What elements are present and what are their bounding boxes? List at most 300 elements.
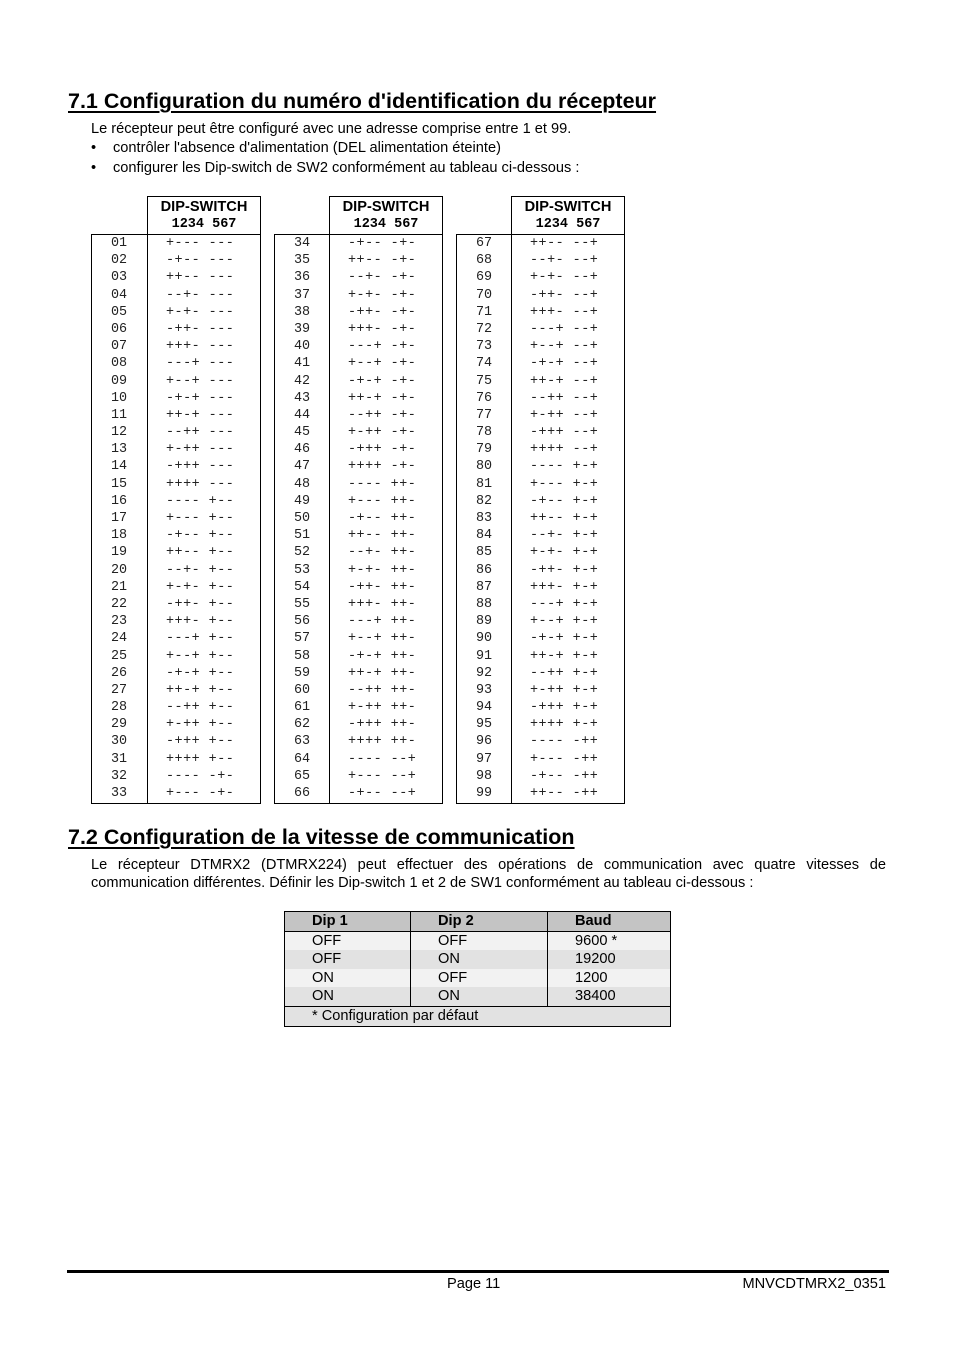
switch-pattern: +--- ++-	[348, 493, 417, 509]
table-row	[275, 699, 442, 716]
table-row	[285, 931, 671, 950]
intro-paragraph: Le récepteur peut être configuré avec une adresse comprise entre 1 et 99.	[91, 121, 572, 137]
table-cell: OFF	[411, 969, 548, 988]
table-row	[92, 235, 260, 252]
switch-pattern: +++- ++-	[348, 596, 417, 612]
switch-pattern: +-++ +-+	[530, 682, 599, 698]
table-row	[457, 235, 624, 252]
table-row	[92, 493, 260, 510]
table-row	[92, 424, 260, 441]
switch-pattern: +++- +--	[166, 614, 235, 630]
dip-table-body	[274, 234, 443, 804]
switch-pattern: +--- -+-	[166, 786, 235, 801]
table-row	[92, 373, 260, 390]
table-row	[92, 338, 260, 355]
table-row	[92, 527, 260, 544]
address-number: 13	[111, 442, 128, 458]
dip-header-columns: 1234 567	[171, 217, 237, 232]
table-cell: ON	[285, 969, 411, 988]
table-row	[457, 476, 624, 493]
address-number: 09	[111, 373, 128, 389]
address-number: 26	[111, 665, 128, 681]
address-number: 15	[111, 476, 128, 492]
dip-header-title: DIP-SWITCH	[342, 199, 430, 215]
address-number: 02	[111, 253, 128, 269]
address-number: 48	[294, 476, 311, 492]
table-row	[457, 785, 624, 802]
address-number: 34	[294, 236, 311, 251]
address-number: 81	[476, 476, 493, 492]
switch-pattern: ---+ --+	[530, 321, 599, 337]
address-number: 28	[111, 700, 128, 716]
address-number: 43	[294, 390, 311, 406]
switch-pattern: ++++ -+-	[348, 459, 417, 475]
table-row	[275, 527, 442, 544]
table-row	[457, 716, 624, 733]
table-row	[275, 287, 442, 304]
address-number: 32	[111, 768, 128, 784]
address-number: 61	[294, 700, 311, 716]
table-row	[457, 768, 624, 785]
address-number: 45	[294, 425, 311, 441]
switch-pattern: +-+- -+-	[348, 287, 417, 303]
address-number: 83	[476, 511, 493, 526]
table-row	[92, 596, 260, 613]
table-row	[457, 373, 624, 390]
address-number: 10	[111, 390, 128, 406]
table-row	[285, 987, 671, 1006]
table-row	[285, 950, 671, 969]
table-row	[275, 562, 442, 579]
switch-pattern: -+-+ +-+	[530, 631, 599, 647]
address-number: 04	[111, 287, 128, 303]
table-row	[457, 733, 624, 750]
table-row	[92, 751, 260, 768]
switch-pattern: +++- --+	[530, 304, 599, 320]
table-row	[92, 665, 260, 682]
address-number: 42	[294, 373, 311, 389]
dip-header-columns: 1234 567	[353, 217, 419, 232]
switch-pattern: ++-+ -+-	[348, 390, 417, 406]
table-row	[275, 630, 442, 647]
address-number: 05	[111, 304, 128, 320]
address-number: 06	[111, 321, 128, 337]
header-dip1: Dip 1	[285, 912, 411, 932]
switch-pattern: -++- --+	[530, 287, 599, 303]
table-cell: OFF	[285, 931, 411, 950]
switch-pattern: --++ ---	[166, 425, 235, 441]
table-row	[275, 390, 442, 407]
table-row	[275, 304, 442, 321]
table-row	[92, 785, 260, 802]
table-row	[92, 579, 260, 596]
table-row	[92, 544, 260, 561]
table-row	[275, 785, 442, 802]
table-footnote-row	[285, 1006, 671, 1026]
table-row	[457, 252, 624, 269]
switch-pattern: ---+ ---	[166, 356, 235, 372]
table-row	[275, 355, 442, 372]
address-number: 36	[294, 270, 311, 286]
table-cell: 19200	[548, 950, 671, 969]
address-number: 08	[111, 356, 128, 372]
switch-pattern: -++- +-+	[530, 562, 599, 578]
switch-pattern: --++ --+	[530, 390, 599, 406]
table-row	[92, 510, 260, 527]
table-cell: 38400	[548, 987, 671, 1006]
switch-pattern: ++-- +--	[166, 545, 235, 561]
table-row	[457, 407, 624, 424]
address-number: 65	[294, 768, 311, 784]
switch-pattern: -+-+ +--	[166, 665, 235, 681]
switch-pattern: +++- +-+	[530, 579, 599, 595]
table-row	[457, 355, 624, 372]
address-number: 33	[111, 786, 128, 801]
switch-pattern: --+- --+	[530, 253, 599, 269]
switch-pattern: -+-- -+-	[348, 236, 417, 251]
address-number: 98	[476, 768, 493, 784]
table-header-row	[285, 912, 671, 932]
table-row	[275, 458, 442, 475]
table-row	[275, 252, 442, 269]
instruction-list	[91, 139, 579, 178]
switch-pattern: +--+ --+	[530, 339, 599, 355]
switch-pattern: -++- ++-	[348, 579, 417, 595]
baud-table	[284, 911, 671, 1027]
address-number: 41	[294, 356, 311, 372]
address-number: 57	[294, 631, 311, 647]
table-row	[275, 510, 442, 527]
switch-pattern: ---+ +-+	[530, 596, 599, 612]
address-number: 86	[476, 562, 493, 578]
table-cell: ON	[411, 987, 548, 1006]
switch-pattern: -+++ ++-	[348, 717, 417, 733]
switch-pattern: ++-- ---	[166, 270, 235, 286]
switch-pattern: +-++ --+	[530, 407, 599, 423]
switch-pattern: -+-- ---	[166, 253, 235, 269]
address-number: 31	[111, 751, 128, 767]
address-number: 18	[111, 528, 128, 544]
table-row	[275, 493, 442, 510]
address-number: 92	[476, 665, 493, 681]
switch-pattern: --+- -+-	[348, 270, 417, 286]
table-row	[92, 321, 260, 338]
switch-pattern: ---+ -+-	[348, 339, 417, 355]
address-number: 62	[294, 717, 311, 733]
address-number: 39	[294, 321, 311, 337]
address-number: 71	[476, 304, 493, 320]
table-row	[92, 562, 260, 579]
switch-pattern: +--+ +--	[166, 648, 235, 664]
switch-pattern: ++-+ +-+	[530, 648, 599, 664]
switch-pattern: ++++ ++-	[348, 734, 417, 750]
table-row	[275, 596, 442, 613]
table-row	[92, 648, 260, 665]
address-number: 59	[294, 665, 311, 681]
switch-pattern: -+-- -++	[530, 768, 599, 784]
address-number: 46	[294, 442, 311, 458]
switch-pattern: +--+ -+-	[348, 356, 417, 372]
switch-pattern: +-++ ---	[166, 442, 235, 458]
address-number: 07	[111, 339, 128, 355]
table-row	[457, 304, 624, 321]
table-row	[457, 338, 624, 355]
address-number: 64	[294, 751, 311, 767]
address-number: 27	[111, 682, 128, 698]
table-row	[457, 579, 624, 596]
table-row	[457, 424, 624, 441]
switch-pattern: +--+ ---	[166, 373, 235, 389]
table-row	[92, 355, 260, 372]
table-row	[275, 733, 442, 750]
switch-pattern: ---- -+-	[166, 768, 235, 784]
table-row	[92, 476, 260, 493]
switch-pattern: +--- ---	[166, 236, 235, 251]
default-config-note: * Configuration par défaut	[285, 1006, 671, 1026]
switch-pattern: -+-- ++-	[348, 511, 417, 526]
table-row	[275, 751, 442, 768]
address-number: 60	[294, 682, 311, 698]
address-number: 70	[476, 287, 493, 303]
switch-pattern: +--- -++	[530, 751, 599, 767]
table-row	[457, 269, 624, 286]
address-number: 40	[294, 339, 311, 355]
dip-table-header	[147, 196, 261, 234]
table-row	[457, 510, 624, 527]
switch-pattern: ++-+ --+	[530, 373, 599, 389]
address-number: 47	[294, 459, 311, 475]
switch-pattern: --+- ++-	[348, 545, 417, 561]
list-item: • configurer les Dip-switch de SW2 conformément au tableau ci-dessous :	[91, 159, 579, 179]
address-number: 37	[294, 287, 311, 303]
switch-pattern: -+-- --+	[348, 786, 417, 801]
table-row	[92, 269, 260, 286]
header-baud: Baud	[548, 912, 671, 932]
table-row	[457, 699, 624, 716]
switch-pattern: -+-+ ++-	[348, 648, 417, 664]
switch-pattern: --+- +--	[166, 562, 235, 578]
switch-pattern: ++++ ---	[166, 476, 235, 492]
address-number: 23	[111, 614, 128, 630]
address-number: 19	[111, 545, 128, 561]
switch-pattern: +++- -+-	[348, 321, 417, 337]
address-number: 93	[476, 682, 493, 698]
switch-pattern: --++ +--	[166, 700, 235, 716]
switch-pattern: ++-- ++-	[348, 528, 417, 544]
table-row	[457, 751, 624, 768]
address-number: 51	[294, 528, 311, 544]
table-cell: ON	[285, 987, 411, 1006]
table-row	[92, 287, 260, 304]
switch-pattern: +-+- ++-	[348, 562, 417, 578]
dip-header-title: DIP-SWITCH	[160, 199, 248, 215]
address-number: 21	[111, 579, 128, 595]
switch-pattern: -++- ---	[166, 321, 235, 337]
dip-table-header	[511, 196, 625, 234]
address-number: 56	[294, 614, 311, 630]
address-number: 63	[294, 734, 311, 750]
address-number: 24	[111, 631, 128, 647]
address-number: 68	[476, 253, 493, 269]
switch-pattern: +-++ ++-	[348, 700, 417, 716]
table-row	[275, 338, 442, 355]
switch-pattern: -+++ +-+	[530, 700, 599, 716]
table-row	[92, 441, 260, 458]
address-number: 14	[111, 459, 128, 475]
address-number: 74	[476, 356, 493, 372]
switch-pattern: +-++ +--	[166, 717, 235, 733]
switch-pattern: +-+- --+	[530, 270, 599, 286]
table-row	[457, 648, 624, 665]
switch-pattern: ---+ ++-	[348, 614, 417, 630]
table-row	[457, 682, 624, 699]
switch-pattern: ++-- +-+	[530, 511, 599, 526]
switch-pattern: -+++ +--	[166, 734, 235, 750]
table-cell: OFF	[285, 950, 411, 969]
switch-pattern: --++ -+-	[348, 407, 417, 423]
address-number: 38	[294, 304, 311, 320]
switch-pattern: --+- +-+	[530, 528, 599, 544]
table-row	[92, 252, 260, 269]
table-row	[457, 613, 624, 630]
address-number: 20	[111, 562, 128, 578]
switch-pattern: -+++ --+	[530, 425, 599, 441]
table-row	[92, 458, 260, 475]
table-row	[457, 441, 624, 458]
table-row	[457, 596, 624, 613]
table-row	[457, 562, 624, 579]
address-number: 73	[476, 339, 493, 355]
switch-pattern: ++-+ ---	[166, 407, 235, 423]
table-row	[92, 407, 260, 424]
switch-pattern: +--+ ++-	[348, 631, 417, 647]
switch-pattern: ---- ++-	[348, 476, 417, 492]
table-row	[275, 613, 442, 630]
address-number: 99	[476, 786, 493, 801]
switch-pattern: -+-+ ---	[166, 390, 235, 406]
address-number: 12	[111, 425, 128, 441]
baud-paragraph: Le récepteur DTMRX2 (DTMRX224) peut effectuer des opérations de communication avec quatre vitesses de communication différentes. Définir les Dip-switch 1 et 2 de SW1 conformément au tableau ci-dessous :	[91, 857, 886, 891]
address-number: 75	[476, 373, 493, 389]
table-row	[275, 476, 442, 493]
switch-pattern: ++-+ ++-	[348, 665, 417, 681]
switch-pattern: --+- ---	[166, 287, 235, 303]
switch-pattern: -+++ ---	[166, 459, 235, 475]
table-row	[275, 716, 442, 733]
address-number: 30	[111, 734, 128, 750]
table-row	[457, 287, 624, 304]
address-number: 29	[111, 717, 128, 733]
table-row	[92, 716, 260, 733]
table-row	[275, 579, 442, 596]
table-row	[275, 235, 442, 252]
switch-pattern: +-+- +--	[166, 579, 235, 595]
table-row	[92, 390, 260, 407]
switch-pattern: +++- ---	[166, 339, 235, 355]
switch-pattern: ++-- -+-	[348, 253, 417, 269]
table-row	[457, 493, 624, 510]
address-number: 82	[476, 493, 493, 509]
address-number: 80	[476, 459, 493, 475]
table-cell: 1200	[548, 969, 671, 988]
address-number: 11	[111, 407, 128, 423]
address-number: 53	[294, 562, 311, 578]
switch-pattern: ++-- --+	[530, 236, 599, 251]
address-number: 77	[476, 407, 493, 423]
switch-pattern: +--- --+	[348, 768, 417, 784]
address-number: 25	[111, 648, 128, 664]
table-row	[275, 424, 442, 441]
address-number: 52	[294, 545, 311, 561]
switch-pattern: -++- +--	[166, 596, 235, 612]
switch-pattern: ++++ +-+	[530, 717, 599, 733]
address-number: 78	[476, 425, 493, 441]
table-cell: 9600 *	[548, 931, 671, 950]
switch-pattern: -+-- +-+	[530, 493, 599, 509]
address-number: 22	[111, 596, 128, 612]
table-row	[457, 665, 624, 682]
switch-pattern: +--- +--	[166, 511, 235, 526]
table-cell: ON	[411, 950, 548, 969]
switch-pattern: -+-- +--	[166, 528, 235, 544]
switch-pattern: +-++ -+-	[348, 425, 417, 441]
address-number: 35	[294, 253, 311, 269]
table-row	[92, 733, 260, 750]
address-number: 97	[476, 751, 493, 767]
section-heading-7-2: 7.2 Configuration de la vitesse de communication	[68, 825, 575, 849]
switch-pattern: -+-+ --+	[530, 356, 599, 372]
table-row	[275, 768, 442, 785]
switch-pattern: ---- +-+	[530, 459, 599, 475]
address-number: 87	[476, 579, 493, 595]
address-number: 96	[476, 734, 493, 750]
table-row	[275, 269, 442, 286]
table-row	[275, 682, 442, 699]
switch-pattern: -++- -+-	[348, 304, 417, 320]
switch-pattern: ---- --+	[348, 751, 417, 767]
dip-header-title: DIP-SWITCH	[524, 199, 612, 215]
address-number: 91	[476, 648, 493, 664]
table-row	[275, 648, 442, 665]
table-row	[92, 699, 260, 716]
address-number: 54	[294, 579, 311, 595]
table-row	[92, 304, 260, 321]
switch-pattern: --++ +-+	[530, 665, 599, 681]
address-number: 84	[476, 528, 493, 544]
address-number: 44	[294, 407, 311, 423]
table-row	[457, 544, 624, 561]
switch-pattern: --++ ++-	[348, 682, 417, 698]
address-number: 16	[111, 493, 128, 509]
address-number: 89	[476, 614, 493, 630]
document-code: MNVCDTMRX2_0351	[742, 1276, 886, 1292]
table-row	[275, 373, 442, 390]
table-row	[457, 458, 624, 475]
address-number: 58	[294, 648, 311, 664]
table-row	[275, 665, 442, 682]
address-number: 01	[111, 236, 128, 251]
table-row	[457, 390, 624, 407]
table-row	[92, 682, 260, 699]
address-number: 90	[476, 631, 493, 647]
dip-table-body	[91, 234, 261, 804]
footer-rule	[67, 1270, 889, 1273]
list-item: • contrôler l'absence d'alimentation (DEL alimentation éteinte)	[91, 139, 579, 159]
address-number: 85	[476, 545, 493, 561]
dip-table-body	[456, 234, 625, 804]
header-dip2: Dip 2	[411, 912, 548, 932]
dip-table-header	[329, 196, 443, 234]
